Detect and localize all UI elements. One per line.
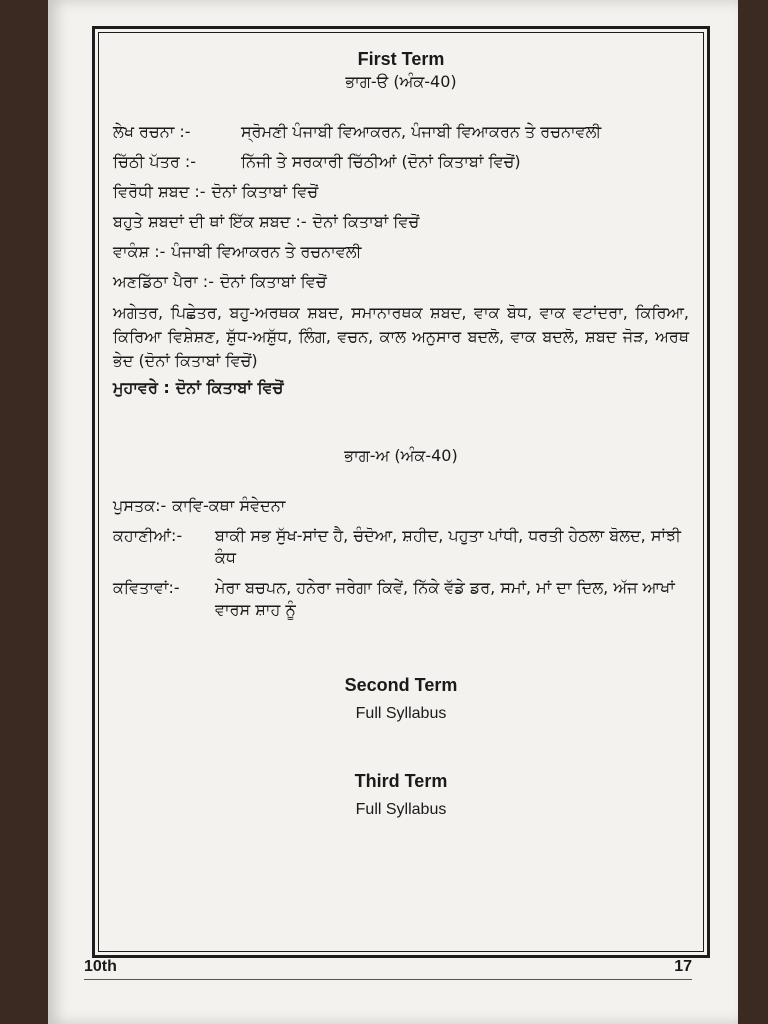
book-label: ਪੁਸਤਕ:- <box>113 496 167 515</box>
stories-value: ਬਾਕੀ ਸਭ ਸੁੱਖ-ਸਾਂਦ ਹੈ, ਚੰਦੋਆ, ਸ਼ਹੀਦ, ਪਹੁਤਾ ਪਾਂਧੀ, ਧਰਤੀ ਹੇਠਲਾ ਬੋਲਦ, ਸਾਂਝੀ ਕੰਧ <box>215 526 681 567</box>
item-label: ਅਣਡਿੱਠਾ ਪੈਰਾ :- <box>113 272 214 291</box>
item-value: ਸ੍ਰੋਮਣੀ ਪੰਜਾਬੀ ਵਿਆਕਰਨ, ਪੰਜਾਬੀ ਵਿਆਕਰਨ ਤੇ ਰਚਨਾਵਲੀ <box>241 122 602 141</box>
footer-divider <box>84 979 692 980</box>
stories-row <box>113 525 689 569</box>
item-label: ਚਿੱਠੀ ਪੱਤਰ :- <box>113 152 197 171</box>
item-label: ਲੇਖ ਰਚਨਾ :- <box>113 122 191 141</box>
item-value: ਦੋਨਾਂ ਕਿਤਾਬਾਂ ਵਿਚੋਂ <box>211 182 319 201</box>
third-term-title: Third Term <box>354 771 448 791</box>
idioms-value: ਦੋਨਾਂ ਕਿਤਾਬਾਂ ਵਿਚੋਂ <box>175 378 284 397</box>
list-item <box>113 241 689 263</box>
third-term-section <box>113 769 689 821</box>
item-label: ਵਿਰੋਧੀ ਸ਼ਬਦ :- <box>113 182 206 201</box>
list-item <box>113 271 689 293</box>
first-term-header <box>113 47 689 93</box>
list-item <box>113 121 689 143</box>
item-value: ਨਿੱਜੀ ਤੇ ਸਰਕਾਰੀ ਚਿੱਠੀਆਂ (ਦੋਨਾਂ ਕਿਤਾਬਾਂ ਵਿਚੋਂ) <box>241 152 521 171</box>
book-row <box>113 495 689 517</box>
book-page <box>48 0 738 1024</box>
list-item <box>113 151 689 173</box>
page-number: 17 <box>674 958 692 975</box>
book-value: ਕਾਵਿ-ਕਥਾ ਸੰਵੇਦਨਾ <box>172 496 286 515</box>
item-value: ਦੋਨਾਂ ਕਿਤਾਬਾਂ ਵਿਚੋਂ <box>312 212 420 231</box>
poems-label: ਕਵਿਤਾਵਾਂ:- <box>113 578 180 597</box>
second-term-title: Second Term <box>344 675 458 695</box>
list-item <box>113 181 689 203</box>
item-value: ਪੰਜਾਬੀ ਵਿਆਕਰਨ ਤੇ ਰਚਨਾਵਲੀ <box>171 242 362 261</box>
item-value: ਦੋਨਾਂ ਕਿਤਾਬਾਂ ਵਿਚੋਂ <box>219 272 327 291</box>
idioms-label: ਮੁਹਾਵਰੇ : <box>113 378 170 397</box>
item-label: ਬਹੁਤੇ ਸ਼ਬਦਾਂ ਦੀ ਥਾਂ ਇੱਕ ਸ਼ਬਦ :- <box>113 212 307 231</box>
page-border <box>92 26 710 958</box>
poems-value: ਮੇਰਾ ਬਚਪਨ, ਹਨੇਰਾ ਜਰੇਗਾ ਕਿਵੇਂ, ਨਿੱਕੇ ਵੱਡੇ ਡਰ, ਸਮਾਂ, ਮਾਂ ਦਾ ਦਿਲ, ਅੱਜ ਆਖਾਂ ਵਾਰਸ ਸ਼ਾਹ ਨੂੰ <box>215 578 675 619</box>
third-term-subtitle: Full Syllabus <box>355 801 447 818</box>
part-a-heading: ਭਾਗ-ੳ (ਅੰਕ-40) <box>345 72 457 91</box>
class-label: 10th <box>84 958 117 975</box>
page-footer <box>84 958 692 976</box>
first-term-title: First Term <box>357 49 445 69</box>
grammar-topics-paragraph: ਅਗੇਤਰ, ਪਿਛੇਤਰ, ਬਹੁ-ਅਰਥਕ ਸ਼ਬਦ, ਸਮਾਨਾਰਥਕ ਸ਼ਬਦ, ਵਾਕ ਬੋਧ, ਵਾਕ ਵਟਾਂਦਰਾ, ਕਿਰਿਆ, ਕਿਰਿਆ ਵਿਸ਼ੇਸ਼ਣ, ਸ਼ੁੱਧ-ਅਸ਼ੁੱਧ, ਲਿੰਗ, ਵਚਨ, ਕਾਲ ਅਨੁਸਾਰ ਬਦਲੋ, ਵਾਕ ਬਦਲੋ, ਸ਼ਬਦ ਜੋੜ, ਅਰਥ ਭੇਦ (ਦੋਨਾਂ ਕਿਤਾਬਾਂ ਵਿਚੋਂ) <box>113 303 689 370</box>
second-term-section <box>113 673 689 725</box>
second-term-subtitle: Full Syllabus <box>355 705 447 722</box>
idioms-row <box>113 377 689 399</box>
list-item <box>113 211 689 233</box>
poems-row <box>113 577 689 621</box>
stories-label: ਕਹਾਣੀਆਂ:- <box>113 526 183 545</box>
item-label: ਵਾਕੰਸ਼ :- <box>113 242 166 261</box>
part-b-heading: ਭਾਗ-ਅ (ਅੰਕ-40) <box>344 446 458 465</box>
page-border-inner <box>98 32 704 952</box>
syllabus-content <box>113 47 689 821</box>
